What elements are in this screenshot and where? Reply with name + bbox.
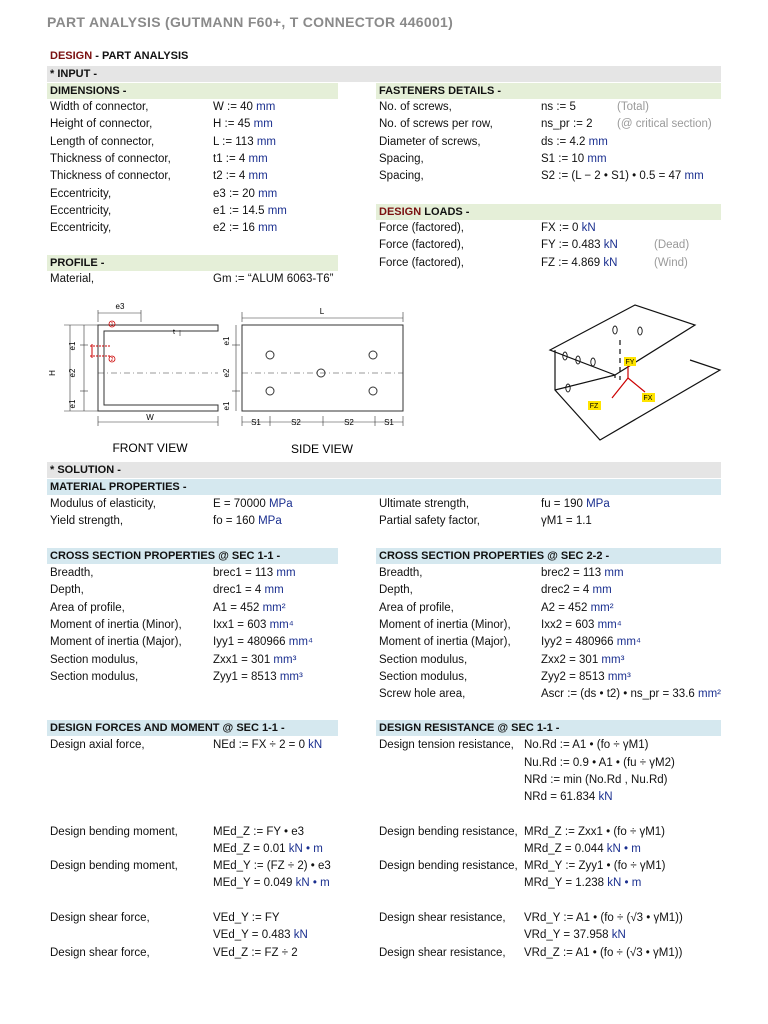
- sec22-row-label: Area of profile,: [379, 601, 454, 614]
- load-row-label: Force (factored),: [379, 222, 464, 234]
- sec22-row-value: Ascr := (ds • t2) • ns_pr = 33.6 mm²: [541, 688, 721, 701]
- fastener-row-value: ns_pr := 2: [541, 118, 593, 131]
- dimension-row-label: Width of connector,: [50, 101, 149, 113]
- side-dim-e1-bottom: e1: [222, 401, 231, 411]
- dimension-row-value: W := 40 mm: [213, 101, 276, 113]
- sec11-row-label: Breadth,: [50, 567, 94, 579]
- sec11-row-value: Zxx1 = 301 mm³: [213, 653, 297, 666]
- dim-s2-right: S2: [344, 418, 354, 427]
- load-row-label: Force (factored),: [379, 256, 464, 269]
- material-left-row-value: fo = 160 MPa: [213, 515, 282, 528]
- dim-l: L: [319, 307, 325, 316]
- input-section-bar: * INPUT -: [47, 66, 721, 82]
- dim-e1-top: e1: [68, 341, 77, 351]
- fastener-row-label: No. of screws,: [379, 101, 452, 113]
- material-right-row-label: Partial safety factor,: [379, 515, 480, 528]
- dim-w: W: [146, 413, 154, 422]
- bending1-expr: MEd_Z := FY • e3: [213, 826, 305, 838]
- shear2-expr: VEd_Z := FZ ÷ 2: [213, 947, 298, 959]
- tension-value: NRd = 61.834 kN: [524, 791, 613, 803]
- fastener-row-note: (Total): [617, 101, 649, 113]
- side-view-label: SIDE VIEW: [290, 442, 354, 456]
- material-right-row-value: γM1 = 1.1: [541, 515, 592, 528]
- solution-section-bar: * SOLUTION -: [47, 462, 721, 478]
- bending-resistance-1-value: MRd_Z = 0.044 kN • m: [524, 843, 641, 855]
- front-view-label: FRONT VIEW: [112, 441, 188, 455]
- dim-s1-left: S1: [251, 418, 261, 427]
- tension-expr-3: NRd := min (No.Rd , Nu.Rd): [524, 774, 668, 786]
- shear1-label: Design shear force,: [50, 912, 150, 924]
- forces-header: DESIGN FORCES AND MOMENT @ SEC 1-1 -: [47, 720, 338, 736]
- side-dim-e1-top: e1: [222, 336, 231, 346]
- design-header: DESIGN - PART ANALYSIS: [50, 50, 189, 62]
- bending2-label: Design bending moment,: [50, 860, 178, 872]
- sec22-row-value: Zxx2 = 301 mm³: [541, 653, 625, 666]
- sec11-header: CROSS SECTION PROPERTIES @ SEC 1-1 -: [47, 548, 338, 564]
- dim-e2: e2: [68, 368, 77, 378]
- dimension-row-value: t2 := 4 mm: [213, 170, 268, 183]
- sec22-row-value: A2 = 452 mm²: [541, 601, 614, 614]
- material-left-row-label: Modulus of elasticity,: [50, 498, 156, 510]
- force-fz-label: FZ: [589, 403, 599, 410]
- sec11-row-value: Iyy1 = 480966 mm⁴: [213, 636, 313, 649]
- sec11-row-label: Depth,: [50, 584, 84, 597]
- bending1-value: MEd_Z = 0.01 kN • m: [213, 843, 323, 855]
- sec11-row-label: Section modulus,: [50, 653, 139, 666]
- tension-expr-1: No.Rd := A1 • (fo ÷ γM1): [524, 739, 649, 751]
- sec22-header: CROSS SECTION PROPERTIES @ SEC 2-2 -: [376, 548, 721, 564]
- side-dim-e2: e2: [222, 368, 231, 378]
- sec22-row-value: Zyy2 = 8513 mm³: [541, 670, 631, 683]
- dim-h: H: [48, 370, 57, 376]
- fastener-row-label: Diameter of screws,: [379, 135, 481, 148]
- shear-resistance-1-expr: VRd_Y := A1 • (fo ÷ (√3 • γM1)): [524, 912, 683, 924]
- sec11-row-label: Moment of inertia (Minor),: [50, 618, 182, 631]
- dim-s2-left: S2: [291, 418, 301, 427]
- sec22-row-label: Moment of inertia (Minor),: [379, 618, 511, 631]
- load-row-note: (Wind): [654, 256, 688, 269]
- loads-header: DESIGN LOADS -: [376, 204, 721, 220]
- sec11-row-label: Area of profile,: [50, 601, 125, 614]
- bending-resistance-1-label: Design bending resistance,: [379, 826, 518, 838]
- bending-resistance-2-expr: MRd_Y := Zyy1 • (fo ÷ γM1): [524, 860, 666, 872]
- dim-e1-bottom: e1: [68, 399, 77, 409]
- fastener-row-value: S1 := 10 mm: [541, 152, 607, 165]
- sec22-row-label: Section modulus,: [379, 653, 468, 666]
- dimensions-header: DIMENSIONS -: [47, 83, 338, 99]
- material-properties-header: MATERIAL PROPERTIES -: [47, 479, 721, 495]
- isometric-drawing: [540, 300, 725, 455]
- front-side-view-drawing: [40, 298, 410, 458]
- shear-resistance-1-label: Design shear resistance,: [379, 912, 506, 924]
- fastener-row-label: No. of screws per row,: [379, 118, 493, 131]
- material-label: Material,: [50, 273, 95, 285]
- shear1-expr: VEd_Y := FY: [213, 912, 280, 924]
- dimension-row-label: Thickness of connector,: [50, 152, 171, 165]
- force-fx-label: FX: [643, 395, 653, 402]
- sec22-row-value: brec2 = 113 mm: [541, 567, 624, 579]
- dimension-row-label: Eccentricity,: [50, 222, 112, 235]
- load-row-label: Force (factored),: [379, 239, 464, 252]
- sec22-row-label: Section modulus,: [379, 670, 468, 683]
- sec22-row-label: Screw hole area,: [379, 688, 466, 701]
- dimension-row-label: Length of connector,: [50, 135, 155, 148]
- fastener-row-label: Spacing,: [379, 170, 424, 183]
- load-row-value: FY := 0.483 kN: [541, 239, 618, 252]
- sec22-row-value: Iyy2 = 480966 mm⁴: [541, 636, 641, 649]
- shear-resistance-2-label: Design shear resistance,: [379, 947, 506, 959]
- dimension-row-value: L := 113 mm: [213, 135, 276, 148]
- sec22-row-label: Breadth,: [379, 567, 423, 579]
- circle-label-1: 1: [110, 322, 114, 328]
- sec22-row-value: Ixx2 = 603 mm⁴: [541, 618, 622, 631]
- bending2-expr: MEd_Y := (FZ ÷ 2) • e3: [213, 860, 331, 872]
- dimension-row-value: e1 := 14.5 mm: [213, 204, 287, 217]
- dimension-row-value: t1 := 4 mm: [213, 152, 268, 165]
- sec11-row-value: brec1 = 113 mm: [213, 567, 296, 579]
- load-row-value: FZ := 4.869 kN: [541, 256, 618, 269]
- dimension-row-label: Eccentricity,: [50, 204, 112, 217]
- fasteners-header: FASTENERS DETAILS -: [376, 83, 721, 99]
- material-left-row-value: E = 70000 MPa: [213, 498, 293, 510]
- sec11-row-label: Section modulus,: [50, 670, 139, 683]
- dimension-row-value: H := 45 mm: [213, 118, 273, 131]
- material-right-row-label: Ultimate strength,: [379, 498, 470, 510]
- bending1-label: Design bending moment,: [50, 826, 178, 838]
- sec11-row-value: Zyy1 = 8513 mm³: [213, 670, 303, 683]
- fastener-row-value: S2 := (L − 2 • S1) • 0.5 = 47 mm: [541, 170, 704, 183]
- force-fy-label: FY: [625, 359, 635, 366]
- fastener-row-label: Spacing,: [379, 152, 424, 165]
- page-title: PART ANALYSIS (GUTMANN F60+, T CONNECTOR 446001): [47, 14, 454, 30]
- fastener-row-value: ds := 4.2 mm: [541, 135, 608, 148]
- sec22-row-label: Moment of inertia (Major),: [379, 636, 511, 649]
- dimension-row-label: Eccentricity,: [50, 187, 112, 200]
- tension-expr-2: Nu.Rd := 0.9 • A1 • (fu ÷ γM2): [524, 757, 675, 769]
- sec22-row-value: drec2 = 4 mm: [541, 584, 612, 597]
- dimension-row-value: e3 := 20 mm: [213, 187, 278, 200]
- shear2-label: Design shear force,: [50, 947, 150, 959]
- dimension-row-label: Thickness of connector,: [50, 170, 171, 183]
- resistance-header: DESIGN RESISTANCE @ SEC 1-1 -: [376, 720, 721, 736]
- circle-label-2: 2: [110, 357, 114, 363]
- dimension-row-label: Height of connector,: [50, 118, 153, 131]
- load-row-value: FX := 0 kN: [541, 222, 596, 234]
- dim-s1-right: S1: [384, 418, 394, 427]
- fastener-row-value: ns := 5: [541, 101, 576, 113]
- tension-resistance-label: Design tension resistance,: [379, 739, 514, 751]
- bending2-value: MEd_Y = 0.049 kN • m: [213, 877, 330, 889]
- fastener-row-note: (@ critical section): [617, 118, 712, 131]
- axial-force-label: Design axial force,: [50, 739, 145, 751]
- dimension-row-value: e2 := 16 mm: [213, 222, 278, 235]
- profile-header: PROFILE -: [47, 255, 338, 271]
- sec22-row-label: Depth,: [379, 584, 413, 597]
- dim-e3: e3: [115, 302, 125, 311]
- bending-resistance-2-value: MRd_Y = 1.238 kN • m: [524, 877, 642, 889]
- sec11-row-label: Moment of inertia (Major),: [50, 636, 182, 649]
- material-right-row-value: fu = 190 MPa: [541, 498, 610, 510]
- dim-t: t: [173, 329, 175, 336]
- shear-resistance-1-value: VRd_Y = 37.958 kN: [524, 929, 626, 941]
- axial-force-value: NEd := FX ÷ 2 = 0 kN: [213, 739, 323, 751]
- load-row-note: (Dead): [654, 239, 690, 252]
- sec11-row-value: drec1 = 4 mm: [213, 584, 284, 597]
- shear-resistance-2-expr: VRd_Z := A1 • (fo ÷ (√3 • γM1)): [524, 947, 683, 959]
- bending-resistance-1-expr: MRd_Z := Zxx1 • (fo ÷ γM1): [524, 826, 666, 838]
- material-left-row-label: Yield strength,: [50, 515, 124, 528]
- bending-resistance-2-label: Design bending resistance,: [379, 860, 518, 872]
- material-value: Gm := “ALUM 6063-T6”: [213, 273, 334, 285]
- sec11-row-value: Ixx1 = 603 mm⁴: [213, 618, 294, 631]
- shear1-value: VEd_Y = 0.483 kN: [213, 929, 308, 941]
- sec11-row-value: A1 = 452 mm²: [213, 601, 286, 614]
